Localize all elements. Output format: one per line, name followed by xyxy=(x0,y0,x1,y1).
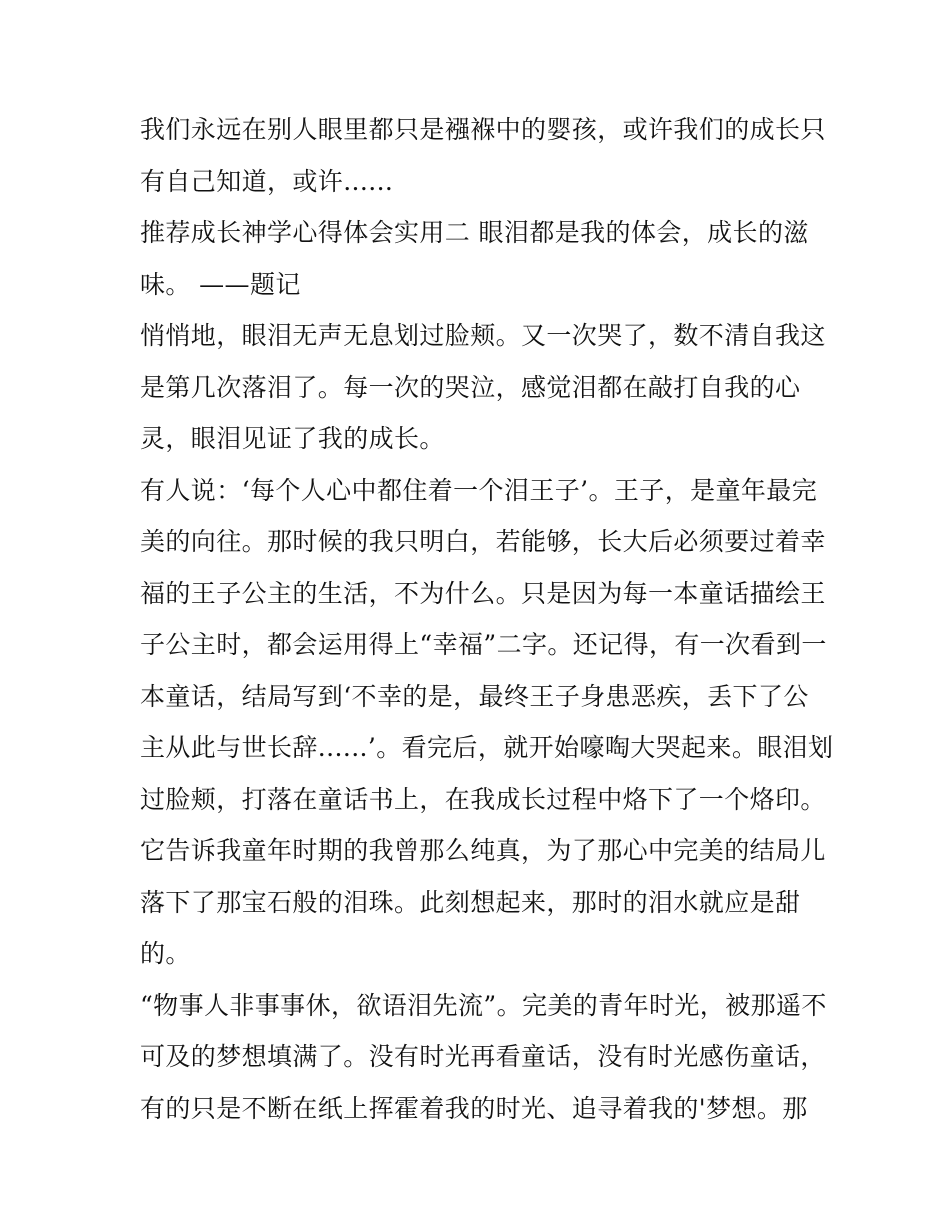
text-line: 美的向往。那时候的我只明白，若能够，长大后必须要过着幸 xyxy=(140,527,826,556)
text-line: 过脸颊，打落在童话书上，在我成长过程中烙下了一个烙印。 xyxy=(140,784,826,814)
text-line: 本童话，结局写到‘不幸的是，最终王子身患恶疾，丢下了公 xyxy=(140,681,809,711)
text-line: 味。 ——题记 xyxy=(140,269,301,299)
text-line: 的。 xyxy=(140,939,191,968)
text-line: 有自己知道，或许...... xyxy=(140,166,394,196)
text-line: 灵，眼泪见证了我的成长。 xyxy=(140,424,445,453)
text-line: 是第几次落泪了。每一次的哭泣，感觉泪都在敲打自我的心 xyxy=(140,372,801,402)
text-line: 子公主时，都会运用得上“幸福”二字。还记得，有一次看到一 xyxy=(140,630,827,659)
text-line: 我们永远在别人眼里都只是襁褓中的婴孩，或许我们的成长只 xyxy=(140,115,826,144)
text-line: 落下了那宝石般的泪珠。此刻想起来，那时的泪水就应是甜 xyxy=(140,887,801,917)
essay-text xyxy=(140,104,834,1134)
text-line: 有人说：‘每个人心中都住着一个泪王子’。王子，是童年最完 xyxy=(140,475,818,505)
text-line: “物事人非事事休，欲语泪先流”。完美的青年时光，被那遥不 xyxy=(140,990,827,1020)
text-line: 主从此与世长辞......’。看完后，就开始嚎啕大哭起来。眼泪划 xyxy=(140,733,834,762)
text-line: 有的只是不断在纸上挥霍着我的时光、追寻着我的'梦想。那 xyxy=(140,1093,808,1123)
text-line: 悄悄地，眼泪无声无息划过脸颊。又一次哭了，数不清自我这 xyxy=(140,321,826,350)
text-line: 推荐成长神学心得体会实用二 眼泪都是我的体会，成长的滋 xyxy=(140,218,809,247)
text-line: 福的王子公主的生活，不为什么。只是因为每一本童话描绘王 xyxy=(140,578,826,608)
text-line: 可及的梦想填满了。没有时光再看童话，没有时光感伤童话， xyxy=(140,1042,826,1071)
text-line: 它告诉我童年时期的我曾那么纯真，为了那心中完美的结局儿 xyxy=(140,836,826,865)
